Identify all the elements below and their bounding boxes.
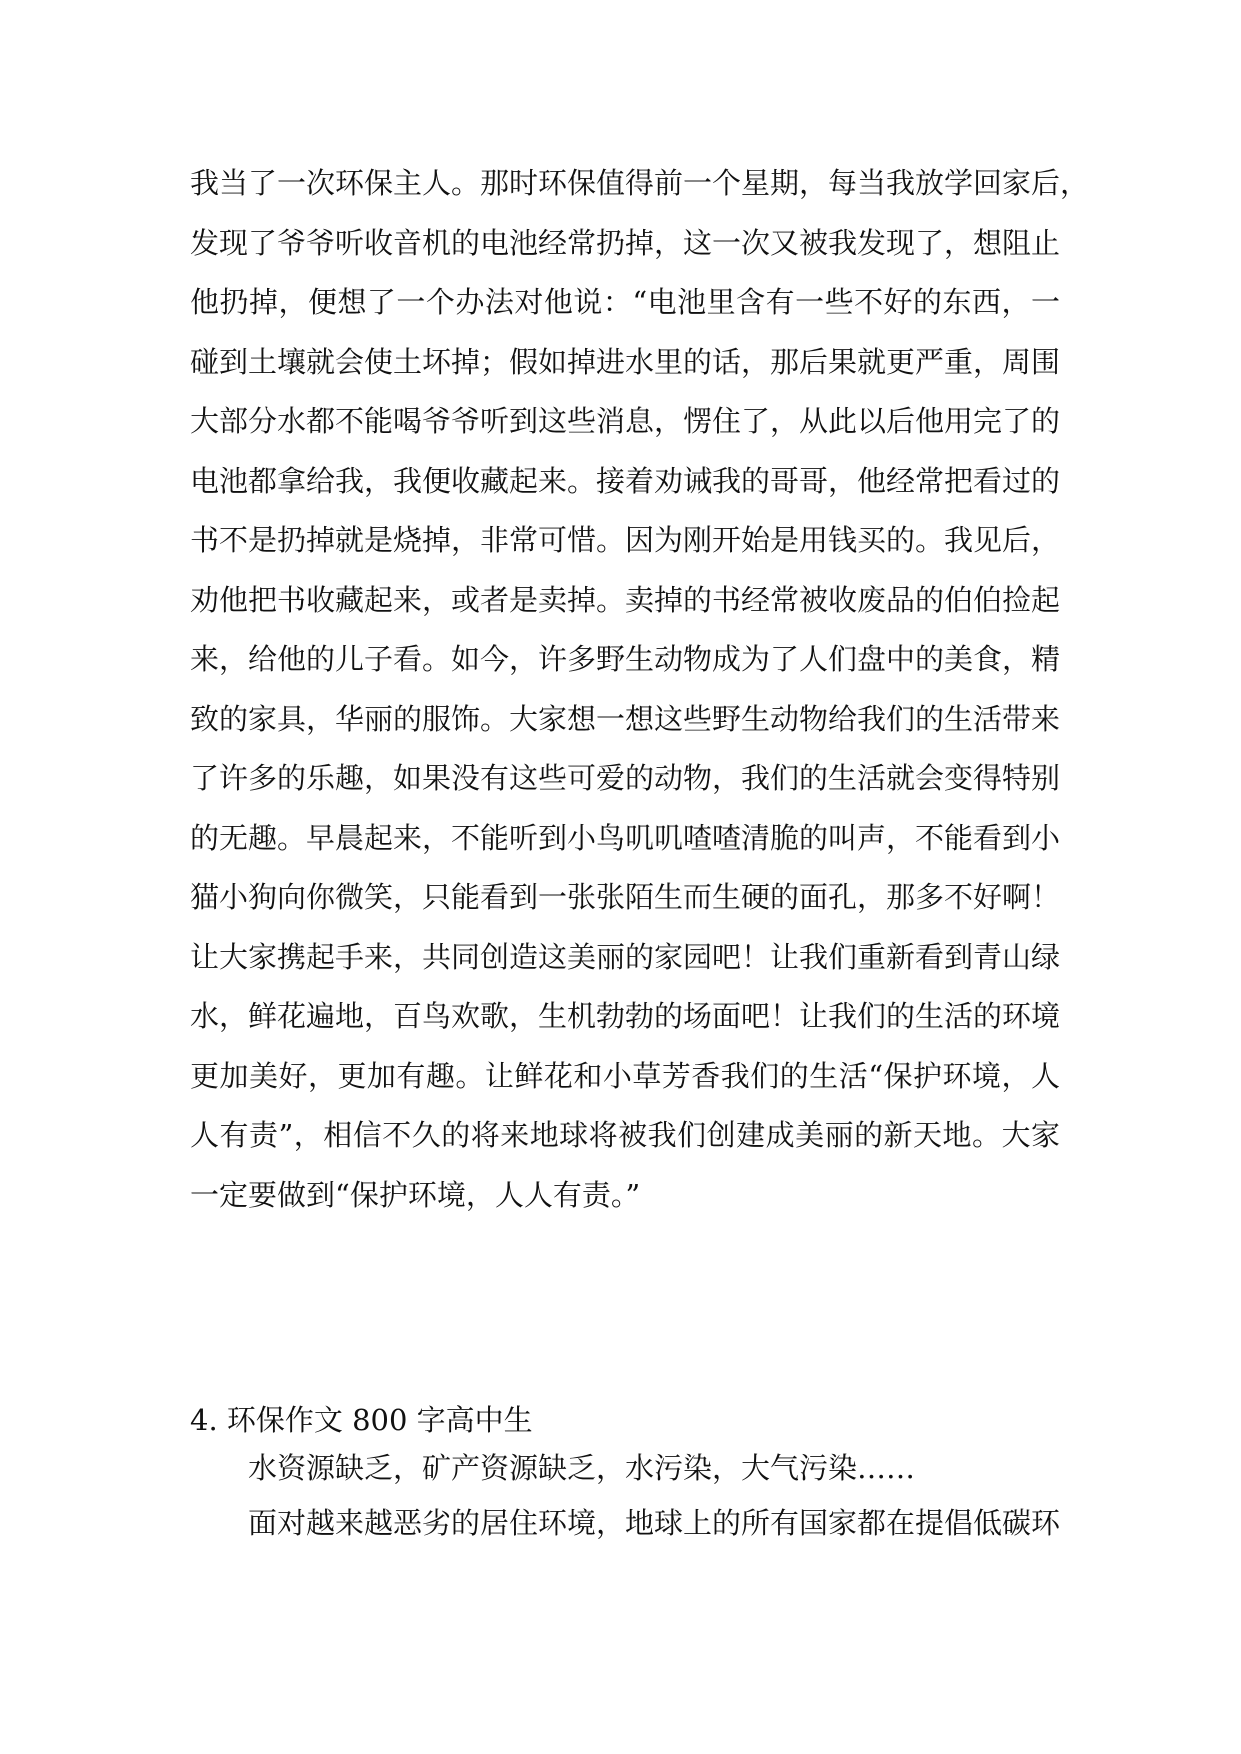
body-paragraph [190,154,1090,1225]
paragraph-line: 大部分水都不能喝爷爷听到这些消息，愣住了，从此以后他用完了的 [190,404,1061,438]
paragraph-line: 一定要做到“保护环境，人人有责。” [190,1177,641,1212]
paragraph-line: 他扔掉，便想了一个办法对他说：“电池里含有一些不好的东西，一 [190,285,1060,319]
paragraph-line: 我当了一次环保主人。那时环保值得前一个星期，每当我放学回家后， [190,166,1090,200]
paragraph-line: 致的家具，华丽的服饰。大家想一想这些野生动物给我们的生活带来 [190,701,1061,736]
body-paragraph: 水资源缺乏，矿产资源缺乏，水污染，大气污染…… [248,1451,916,1485]
body-paragraph: 面对越来越恶劣的居住环境，地球上的所有国家都在提倡低碳环 [248,1506,1061,1540]
section-heading: 4. 环保作文 800 字高中生 [190,1403,533,1437]
paragraph-line: 猫小狗向你微笑，只能看到一张张陌生而生硬的面孔，那多不好啊！ [190,880,1061,914]
paragraph-line: 碰到土壤就会使土坏掉；假如掉进水里的话，那后果就更严重，周围 [190,344,1061,379]
paragraph-line: 电池都拿给我，我便收藏起来。接着劝诫我的哥哥，他经常把看过的 [190,463,1061,498]
paragraph-line: 更加美好，更加有趣。让鲜花和小草芳香我们的生活“保护环境，人 [190,1058,1060,1093]
paragraph-line: 了许多的乐趣，如果没有这些可爱的动物，我们的生活就会变得特别 [190,761,1061,795]
paragraph-line: 发现了爷爷听收音机的电池经常扔掉，这一次又被我发现了，想阻止 [190,225,1061,260]
paragraph-line: 书不是扔掉就是烧掉，非常可惜。因为刚开始是用钱买的。我见后， [190,523,1061,557]
paragraph-line: 劝他把书收藏起来，或者是卖掉。卖掉的书经常被收废品的伯伯捡起 [190,582,1061,617]
paragraph-line: 人有责”，相信不久的将来地球将被我们创建成美丽的新天地。大家 [190,1118,1060,1152]
paragraph-line: 的无趣。早晨起来，不能听到小鸟叽叽喳喳清脆的叫声，不能看到小 [190,820,1061,855]
paragraph-line: 来，给他的儿子看。如今，许多野生动物成为了人们盘中的美食，精 [190,642,1061,676]
paragraph-line: 水，鲜花遍地，百鸟欢歌，生机勃勃的场面吧！让我们的生活的环境 [190,999,1061,1033]
paragraph-line: 让大家携起手来，共同创造这美丽的家园吧！让我们重新看到青山绿 [190,939,1061,974]
